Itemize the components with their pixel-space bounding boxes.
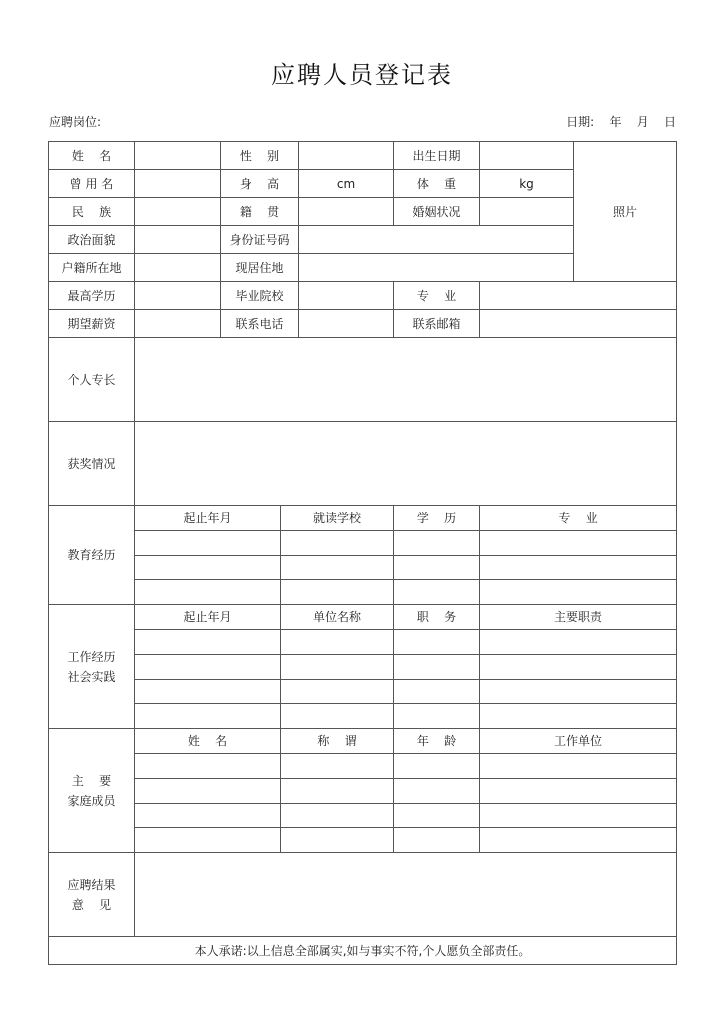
edu-header-school: 就读学校 <box>281 506 394 531</box>
edu-cell[interactable] <box>281 555 394 580</box>
label-skills: 个人专长 <box>49 338 135 422</box>
table-row <box>49 530 677 555</box>
label-major: 专 业 <box>394 282 480 310</box>
input-phone[interactable] <box>299 310 394 338</box>
input-email[interactable] <box>480 310 677 338</box>
edu-cell[interactable] <box>480 580 677 605</box>
edu-cell[interactable] <box>135 530 281 555</box>
label-weight: 体 重 <box>394 170 480 198</box>
label-marital: 婚姻状况 <box>394 198 480 226</box>
label-birth: 出生日期 <box>394 142 480 170</box>
family-header-age: 年 龄 <box>394 729 480 754</box>
family-cell[interactable] <box>135 753 281 778</box>
family-cell[interactable] <box>394 803 480 828</box>
work-cell[interactable] <box>135 654 281 679</box>
label-ethnicity: 民 族 <box>49 198 135 226</box>
input-native-place[interactable] <box>299 198 394 226</box>
edu-cell[interactable] <box>135 555 281 580</box>
label-political: 政治面貌 <box>49 226 135 254</box>
date-label: 日期: 年 月 日 <box>566 115 676 129</box>
label-education: 最高学历 <box>49 282 135 310</box>
input-birth[interactable] <box>480 142 574 170</box>
table-row <box>49 803 677 828</box>
table-row <box>49 704 677 729</box>
work-cell[interactable] <box>281 654 394 679</box>
input-residence[interactable] <box>299 254 574 282</box>
edu-cell[interactable] <box>281 530 394 555</box>
form-title: 应聘人员登记表 <box>271 61 453 89</box>
photo-box[interactable]: 照片 <box>574 142 677 282</box>
input-id-number[interactable] <box>299 226 574 254</box>
label-education-history: 教育经历 <box>49 506 135 605</box>
family-cell[interactable] <box>135 828 281 853</box>
position-label: 应聘岗位: <box>49 115 102 129</box>
table-row <box>49 580 677 605</box>
family-cell[interactable] <box>480 828 677 853</box>
work-cell[interactable] <box>394 679 480 704</box>
work-cell[interactable] <box>281 704 394 729</box>
family-cell[interactable] <box>281 828 394 853</box>
label-work-history: 工作经历 社会实践 <box>49 605 135 729</box>
edu-cell[interactable] <box>480 555 677 580</box>
work-header-duties: 主要职责 <box>480 605 677 630</box>
input-education[interactable] <box>135 282 221 310</box>
work-cell[interactable] <box>135 704 281 729</box>
input-result[interactable] <box>135 853 677 937</box>
family-header-relation: 称 谓 <box>281 729 394 754</box>
edu-cell[interactable] <box>135 580 281 605</box>
family-cell[interactable] <box>394 753 480 778</box>
input-awards[interactable] <box>135 422 677 506</box>
family-cell[interactable] <box>281 803 394 828</box>
work-header-period: 起止年月 <box>135 605 281 630</box>
edu-cell[interactable] <box>394 580 480 605</box>
input-school[interactable] <box>299 282 394 310</box>
edu-header-period: 起止年月 <box>135 506 281 531</box>
input-salary[interactable] <box>135 310 221 338</box>
input-marital[interactable] <box>480 198 574 226</box>
input-hukou[interactable] <box>135 254 221 282</box>
work-header-company: 单位名称 <box>281 605 394 630</box>
work-cell[interactable] <box>394 704 480 729</box>
label-salary: 期望薪资 <box>49 310 135 338</box>
input-ethnicity[interactable] <box>135 198 221 226</box>
input-gender[interactable] <box>299 142 394 170</box>
label-id-number: 身份证号码 <box>221 226 299 254</box>
label-school: 毕业院校 <box>221 282 299 310</box>
input-weight[interactable]: kg <box>480 170 574 198</box>
edu-cell[interactable] <box>394 530 480 555</box>
work-header-title: 职 务 <box>394 605 480 630</box>
pledge-text: 本人承诺:以上信息全部属实,如与事实不符,个人愿负全部责任。 <box>49 937 677 965</box>
work-cell[interactable] <box>394 629 480 654</box>
label-family: 主 要 家庭成员 <box>49 729 135 853</box>
family-cell[interactable] <box>394 778 480 803</box>
work-cell[interactable] <box>480 679 677 704</box>
family-cell[interactable] <box>281 778 394 803</box>
input-height[interactable]: cm <box>299 170 394 198</box>
work-cell[interactable] <box>394 654 480 679</box>
label-result: 应聘结果 意 见 <box>49 853 135 937</box>
label-email: 联系邮箱 <box>394 310 480 338</box>
label-height: 身 高 <box>221 170 299 198</box>
registration-table <box>48 141 677 965</box>
table-row <box>49 654 677 679</box>
input-skills[interactable] <box>135 338 677 422</box>
table-row <box>49 778 677 803</box>
family-header-employer: 工作单位 <box>480 729 677 754</box>
label-awards: 获奖情况 <box>49 422 135 506</box>
family-cell[interactable] <box>281 753 394 778</box>
family-cell[interactable] <box>480 778 677 803</box>
work-cell[interactable] <box>135 629 281 654</box>
work-cell[interactable] <box>135 679 281 704</box>
work-cell[interactable] <box>480 629 677 654</box>
label-gender: 性 别 <box>221 142 299 170</box>
family-cell[interactable] <box>135 778 281 803</box>
family-cell[interactable] <box>480 753 677 778</box>
label-residence: 现居住地 <box>221 254 299 282</box>
family-header-name: 姓 名 <box>135 729 281 754</box>
edu-cell[interactable] <box>480 530 677 555</box>
input-major[interactable] <box>480 282 677 310</box>
input-name[interactable] <box>135 142 221 170</box>
edu-cell[interactable] <box>394 555 480 580</box>
label-name: 姓 名 <box>49 142 135 170</box>
table-row <box>49 679 677 704</box>
work-cell[interactable] <box>281 629 394 654</box>
work-cell[interactable] <box>281 679 394 704</box>
work-cell[interactable] <box>480 654 677 679</box>
family-cell[interactable] <box>135 803 281 828</box>
label-former-name: 曾 用 名 <box>49 170 135 198</box>
input-former-name[interactable] <box>135 170 221 198</box>
edu-cell[interactable] <box>281 580 394 605</box>
label-hukou: 户籍所在地 <box>49 254 135 282</box>
label-phone: 联系电话 <box>221 310 299 338</box>
table-row <box>49 753 677 778</box>
work-cell[interactable] <box>480 704 677 729</box>
table-row <box>49 555 677 580</box>
family-cell[interactable] <box>480 803 677 828</box>
label-native-place: 籍 贯 <box>221 198 299 226</box>
table-row <box>49 629 677 654</box>
family-cell[interactable] <box>394 828 480 853</box>
edu-header-major: 专 业 <box>480 506 677 531</box>
edu-header-degree: 学 历 <box>394 506 480 531</box>
table-row <box>49 828 677 853</box>
input-political[interactable] <box>135 226 221 254</box>
